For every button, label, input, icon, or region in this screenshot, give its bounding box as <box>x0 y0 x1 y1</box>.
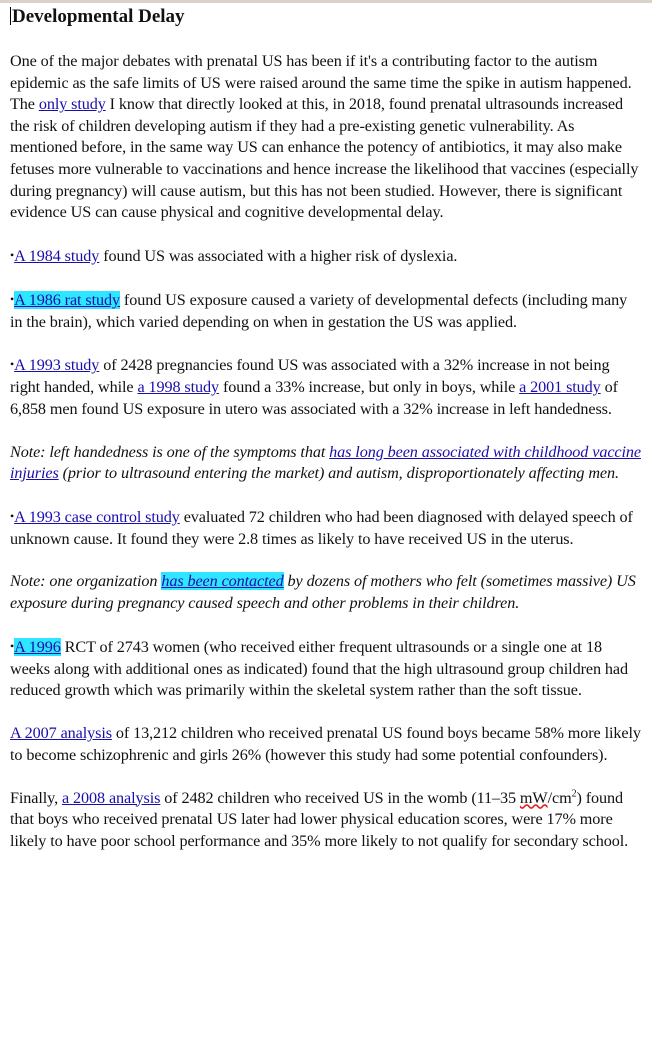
has-been-contacted-link[interactable]: has been contacted <box>161 572 284 591</box>
section-title: Developmental Delay <box>12 6 185 27</box>
study-1996-link[interactable]: A 1996 <box>14 637 61 656</box>
bullet: • <box>10 248 15 263</box>
paragraph-1986: •A 1986 rat study found US exposure caused a variety of developmental defects (including many in the brain), which varied depending on when in gestation the US was applied. <box>10 290 628 331</box>
top-border <box>0 0 652 3</box>
intro-paragraph: One of the major debates with prenatal US has been if it's a contributing factor to the autism epidemic as the safe limits of US were raised around the same time the spike in autism happened. The only study I know that directly looked at this, in 2018, found prenatal ultrasounds increased the risk of children developing autism if they had a pre-existing genetic vulnerability. As mentioned before, in the same way US can enhance the potency of antibiotics, it may also make fetuses more vulnerable to vaccinations and hence increase the likelihood that vaccines (especially during pregnancy) will cause autism, but this has not been studied. However, there is significant evidence US can cause physical and cognitive developmental delay. <box>10 52 639 222</box>
section-heading <box>10 4 642 30</box>
study-1993-link[interactable]: A 1993 study <box>14 356 100 375</box>
paragraph-1984: •A 1984 study found US was associated with a higher risk of dyslexia. <box>10 247 458 266</box>
note-organization: Note: one organization has been contacted by dozens of mothers who felt (sometimes massive) US exposure during pregnancy caused speech and other problems in their children. <box>10 572 636 613</box>
study-1998-link[interactable]: a 1998 study <box>137 378 220 397</box>
study-1986-link[interactable]: A 1986 rat study <box>14 290 120 309</box>
bullet: • <box>10 508 15 523</box>
analysis-2008-link[interactable]: a 2008 analysis <box>62 788 161 807</box>
bullet: • <box>10 291 15 306</box>
paragraph-1993-case-control: •A 1993 case control study evaluated 72 children who had been diagnosed with delayed speech of unknown cause. It found they were 2.8 times as likely to have received US in the uterus. <box>10 507 633 548</box>
note-left-handedness: Note: left handedness is one of the symptoms that has long been associated with childhood vaccine injuries (prior to ultrasound entering the market) and autism, disproportionately affecting men. <box>10 442 641 483</box>
study-2001-link[interactable]: a 2001 study <box>519 378 601 397</box>
analysis-2007-link[interactable]: A 2007 analysis <box>10 724 112 743</box>
paragraph-2007: A 2007 analysis of 13,212 children who received prenatal US found boys became 58% more likely to become schizophrenic and girls 26% (however this study had some potential confounders). <box>10 724 641 764</box>
bullet: • <box>10 638 15 653</box>
paragraph-1996: •A 1996 RCT of 2743 women (who received either frequent ultrasounds or a single one at 18 weeks along with additional ones as indicated) found that the high ultrasound group children had reduced growth which was primarily within the skeletal system rather than the soft tissue. <box>10 637 628 700</box>
document-body <box>10 4 642 874</box>
vaccine-injuries-link[interactable]: has long been associated with childhood vaccine injuries <box>10 442 641 483</box>
spellcheck-word: mW <box>519 788 548 807</box>
case-control-study-link[interactable]: A 1993 case control study <box>14 507 180 526</box>
only-study-link[interactable]: only study <box>38 95 106 114</box>
paragraph-1993: •A 1993 study of 2428 pregnancies found US was associated with a 32% increase in not being right handed, while a 1998 study found a 33% increase, but only in boys, while a 2001 study of 6,858 men found US exposure in utero was associated with a 32% increase in left handedness. <box>10 356 618 418</box>
bullet: • <box>10 357 15 372</box>
text-cursor <box>10 7 11 25</box>
study-1984-link[interactable]: A 1984 study <box>14 247 100 266</box>
paragraph-2008: Finally, a 2008 analysis of 2482 children who received US in the womb (11–35 $mW/cm^2$) found that boys who received prenatal US later had lower physical education scores, were 17% more likely to have poor school performance and 35% more likely to not qualify for secondary school. <box>10 788 629 850</box>
